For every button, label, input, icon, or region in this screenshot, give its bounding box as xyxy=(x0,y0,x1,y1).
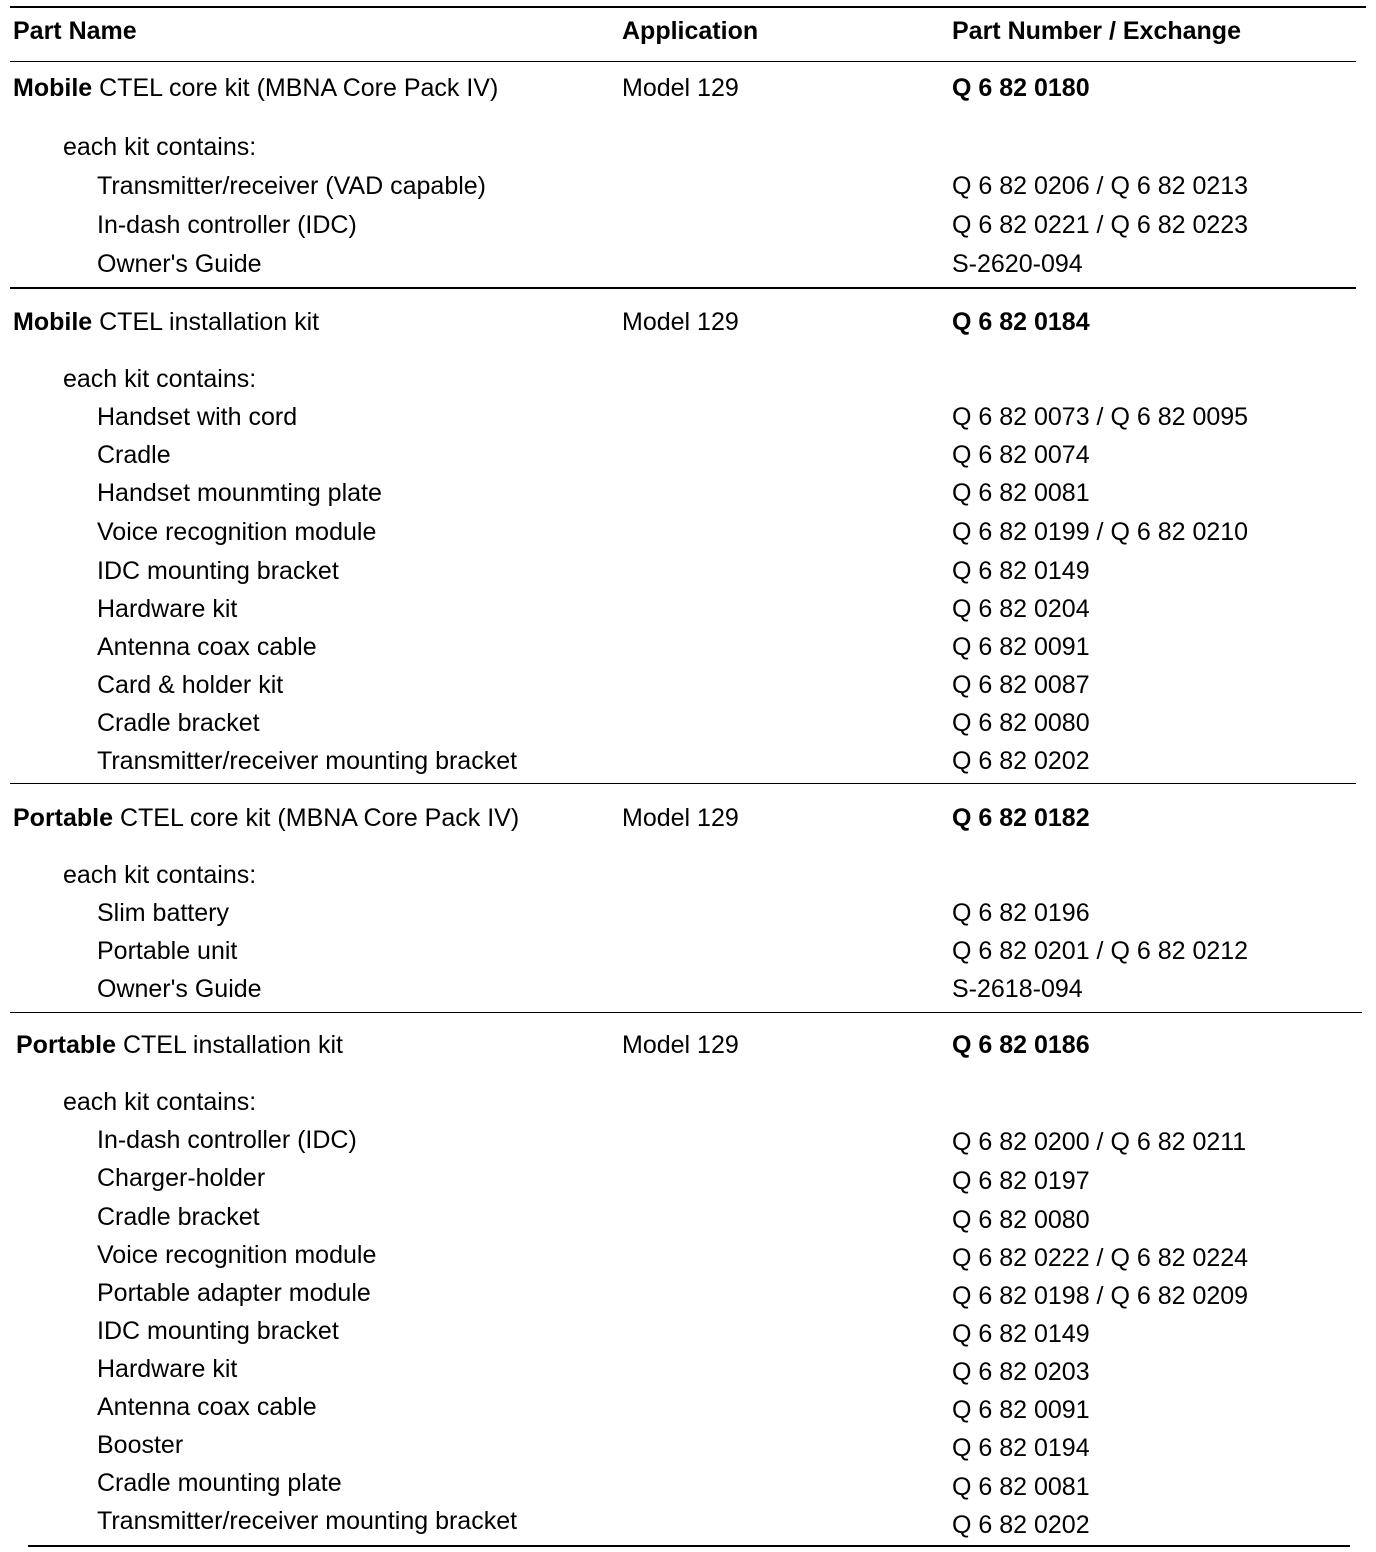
section-rule xyxy=(10,287,1356,289)
item-name: Charger-holder xyxy=(97,1164,266,1192)
header-part-number: Part Number / Exchange xyxy=(952,17,1241,45)
kit-application: Model 129 xyxy=(622,74,739,102)
kit-name: CTEL core kit (MBNA Core Pack IV) xyxy=(119,804,520,832)
item-name: Hardware kit xyxy=(97,595,238,623)
item-part-number: Q 6 82 0198 / Q 6 82 0209 xyxy=(952,1282,1249,1310)
kit-part-number: Q 6 82 0184 xyxy=(952,308,1090,336)
item-part-number: Q 6 82 0073 / Q 6 82 0095 xyxy=(952,403,1249,431)
kit-contains-label: each kit contains: xyxy=(63,861,257,889)
kit-contains-label: each kit contains: xyxy=(63,133,257,161)
item-part-number: Q 6 82 0087 xyxy=(952,671,1090,699)
kit-part-number: Q 6 82 0186 xyxy=(952,1031,1090,1059)
item-part-number: S-2618-094 xyxy=(952,975,1083,1003)
kit-part-number: Q 6 82 0180 xyxy=(952,74,1090,102)
item-part-number: Q 6 82 0081 xyxy=(952,1473,1090,1501)
kit-name: CTEL core kit (MBNA Core Pack IV) xyxy=(99,74,499,102)
kit-type-label: Mobile xyxy=(13,74,93,102)
header-rule xyxy=(10,61,1356,62)
item-name: Transmitter/receiver mounting bracket xyxy=(97,747,518,775)
item-part-number: Q 6 82 0091 xyxy=(952,633,1090,661)
item-part-number: Q 6 82 0200 / Q 6 82 0211 xyxy=(952,1128,1247,1156)
section-rule xyxy=(10,1012,1362,1013)
item-part-number: Q 6 82 0149 xyxy=(952,557,1090,585)
section-rule xyxy=(10,783,1356,784)
item-name: Owner's Guide xyxy=(97,975,262,1003)
item-part-number: Q 6 82 0081 xyxy=(952,479,1090,507)
kit-part-number: Q 6 82 0182 xyxy=(952,804,1090,832)
item-name: Cradle bracket xyxy=(97,709,260,737)
item-name: IDC mounting bracket xyxy=(97,557,339,585)
item-part-number: S-2620-094 xyxy=(952,250,1083,278)
top-rule xyxy=(10,6,1366,8)
item-name: In-dash controller (IDC) xyxy=(97,1126,357,1154)
item-part-number: Q 6 82 0202 xyxy=(952,747,1090,775)
kit-contains-label: each kit contains: xyxy=(63,1088,257,1116)
item-part-number: Q 6 82 0091 xyxy=(952,1396,1090,1424)
item-part-number: Q 6 82 0197 xyxy=(952,1167,1090,1195)
kit-contains-label: each kit contains: xyxy=(63,365,257,393)
kit-name: CTEL installation kit xyxy=(122,1031,343,1059)
bottom-rule xyxy=(28,1545,1350,1547)
kit-application: Model 129 xyxy=(622,804,739,832)
kit-application: Model 129 xyxy=(622,1031,739,1059)
item-part-number: Q 6 82 0222 / Q 6 82 0224 xyxy=(952,1244,1249,1272)
item-part-number: Q 6 82 0196 xyxy=(952,899,1090,927)
item-name: IDC mounting bracket xyxy=(97,1317,339,1345)
item-part-number: Q 6 82 0203 xyxy=(952,1358,1090,1386)
item-part-number: Q 6 82 0074 xyxy=(952,441,1090,469)
kit-title xyxy=(16,1030,343,1060)
kit-type-label: Portable xyxy=(16,1031,117,1059)
kit-type-label: Portable xyxy=(13,804,114,832)
item-part-number: Q 6 82 0194 xyxy=(952,1434,1090,1462)
item-name: In-dash controller (IDC) xyxy=(97,211,357,239)
item-name: Portable adapter module xyxy=(97,1279,371,1307)
header-part-name: Part Name xyxy=(13,17,137,45)
item-name: Handset with cord xyxy=(97,403,298,431)
item-part-number: Q 6 82 0080 xyxy=(952,709,1090,737)
item-part-number: Q 6 82 0201 / Q 6 82 0212 xyxy=(952,937,1249,965)
item-part-number: Q 6 82 0149 xyxy=(952,1320,1090,1348)
item-part-number: Q 6 82 0221 / Q 6 82 0223 xyxy=(952,211,1249,239)
item-name: Transmitter/receiver mounting bracket xyxy=(97,1507,518,1535)
item-part-number: Q 6 82 0080 xyxy=(952,1206,1090,1234)
item-part-number: Q 6 82 0204 xyxy=(952,595,1090,623)
item-name: Cradle mounting plate xyxy=(97,1469,342,1497)
item-name: Portable unit xyxy=(97,937,238,965)
item-name: Transmitter/receiver (VAD capable) xyxy=(97,172,487,200)
item-name: Handset mounmting plate xyxy=(97,479,382,507)
kit-name: CTEL installation kit xyxy=(99,308,320,336)
kit-title xyxy=(13,803,519,833)
item-name: Booster xyxy=(97,1431,184,1459)
kit-type-label: Mobile xyxy=(13,308,93,336)
kit-application: Model 129 xyxy=(622,308,739,336)
item-part-number: Q 6 82 0206 / Q 6 82 0213 xyxy=(952,172,1249,200)
item-name: Hardware kit xyxy=(97,1355,238,1383)
item-name: Owner's Guide xyxy=(97,250,262,278)
kit-title xyxy=(13,73,498,103)
item-name: Card & holder kit xyxy=(97,671,284,699)
header-application: Application xyxy=(622,17,759,45)
item-name: Antenna coax cable xyxy=(97,1393,317,1421)
item-name: Cradle xyxy=(97,441,171,469)
item-part-number: Q 6 82 0199 / Q 6 82 0210 xyxy=(952,518,1249,546)
item-name: Cradle bracket xyxy=(97,1203,260,1231)
kit-title xyxy=(13,307,319,337)
item-name: Voice recognition module xyxy=(97,1241,377,1269)
item-name: Voice recognition module xyxy=(97,518,377,546)
item-name: Slim battery xyxy=(97,899,229,927)
item-name: Antenna coax cable xyxy=(97,633,317,661)
item-part-number: Q 6 82 0202 xyxy=(952,1511,1090,1539)
